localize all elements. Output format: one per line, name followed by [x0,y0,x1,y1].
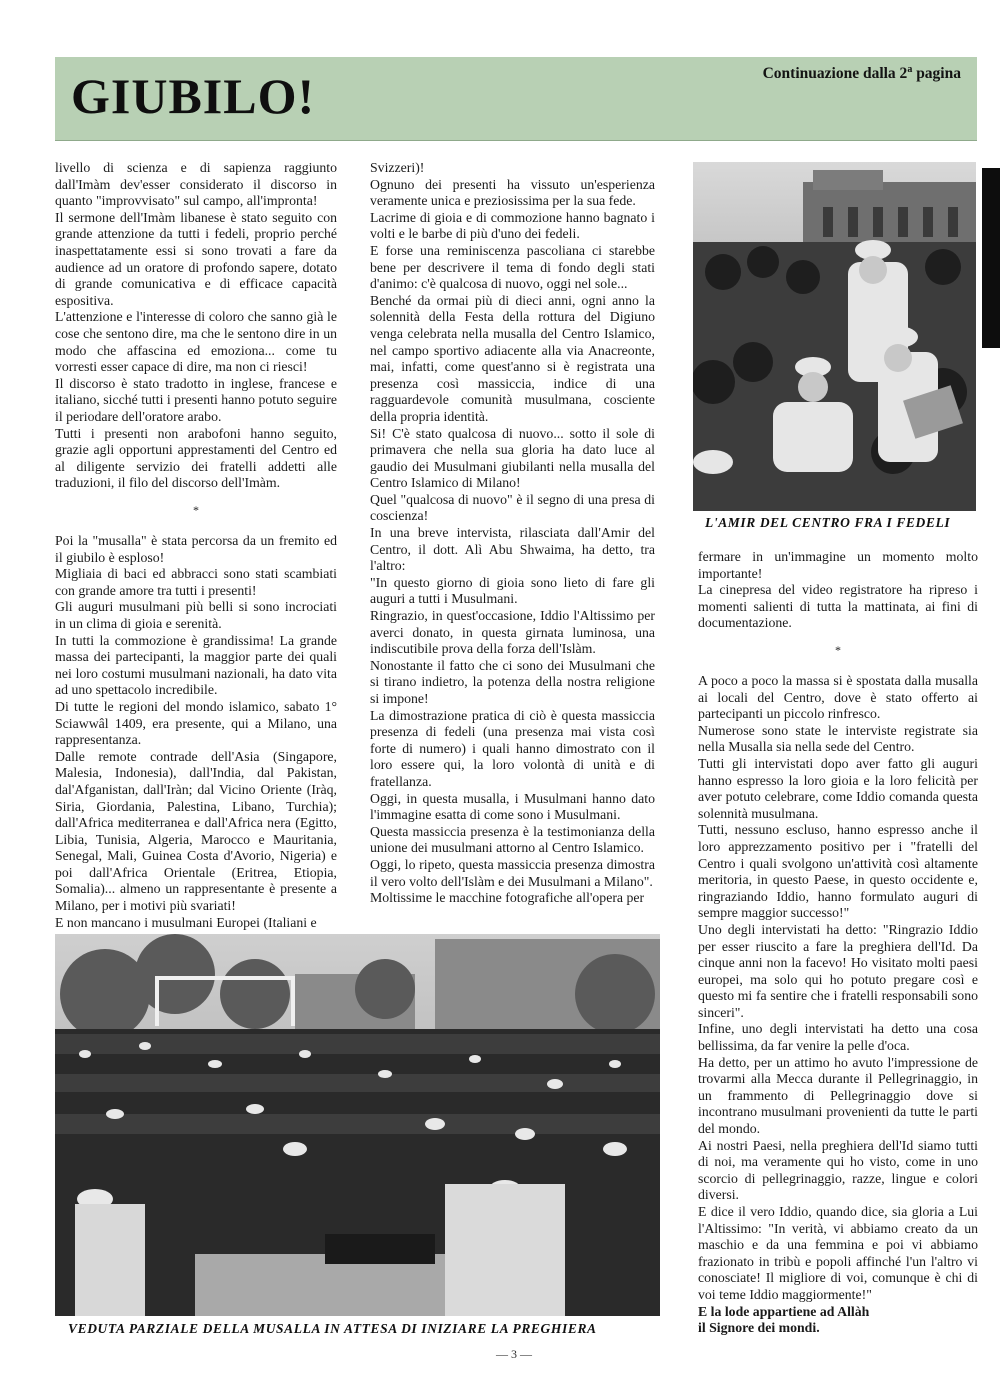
paragraph: Infine, uno degli intervistati ha detto una cosa bellissima, da far venire la pelle d'oca. [698,1021,978,1054]
paragraph: E dice il vero Iddio, quando dice, sia gloria a Lui l'Altissimo: "In verità, vi abbiamo creato da un maschio e da una femmina e poi vi abbiamo frazionato in tribù e popoli affinché l'un l'altro vi conosciate! Il migliore di voi, comunque è chi di voi teme Iddio maggiormente!" [698,1204,978,1302]
paragraph: Dalle remote contrade dell'Asia (Singapore, Malesia, Indonesia), dall'India, dal Pakistan, dal'Afganistan, dall'Iràn; dal Vicino Oriente (Iràq, Siria, Giordania, Palestina, Libano, Turchia); dall'Africa mediterranea e dall'Africa nera (Egitto, Libia, Tunisia, Algeria, Marocco e Mauritania, Senegal, Mali, Guinea Costa d'Avorio, Nigeria) e poi dall'Africa Orientale (Eritrea, Etiopia, Somalia)... almeno un rappresentante è presente a Milano, per i motivi più svariati! [55,748,337,914]
paragraph: Uno degli intervistati ha detto: "Ringrazio Iddio per esser riuscito a fare la preghiera dell'Id. Da cinque anni non la facevo! Ho visitato molti paesi europei, ma solo qui ho potuto pregare così e questo mi fa sentire che i fratelli responsabili sono sinceri". [698,921,978,1020]
paragraph: Moltissime le macchine fotografiche all'opera per [370,890,645,906]
paragraph: Tutti, nessuno escluso, hanno espresso anche il loro apprezzamento positivo per i "fratelli del Centro i quali svolgono un'attività così altamente meritoria, in questo Paese, in questo occidente e, ringraziando Iddio, hanno formulato auguri di sempre maggior successo!" [698,822,978,921]
column-3 [698,549,978,675]
page-edge-bar [982,168,1000,348]
paragraph: livello di scienza e di sapienza raggiunto dall'Imàm dev'esser considerato il discorso in quanto "improvvisato" sul campo, all'impronta! [55,160,337,209]
paragraph: Quel "qualcosa di nuovo" è il segno di una presa di coscienza! [370,491,655,524]
paragraph: Ognuno dei presenti ha vissuto un'esperienza veramente unica e preziosissima per la sua fede. [370,176,655,209]
paragraph: Questa massiccia presenza è la testimonianza della unione dei musulmani attorno al Centro Islamico. [370,823,655,856]
paragraph: E non mancano i musulmani Europei (Italiani e [55,914,317,930]
paragraph: L'attenzione e l'interesse di coloro che sanno già le cose che sentono dire, ma che le sentono dire in un modo che affascina ed emoziona... come tu vorresti esser capace di dire, ma non ci riesci! [55,309,337,375]
section-separator: * [193,502,199,517]
paragraph: Tutti gli intervistati dopo aver fatto gli auguri hanno espresso la loro gioia e la loro felicità per aver potuto celebrare, come Iddio comanda questa solennità musulmana. [698,755,978,821]
paragraph: Ha detto, per un attimo ho avuto l'impressione de trovarmi alla Mecca durante il Pellegrinaggio, in un frammento di Pellegrinaggio dove si incontrano musulmani provenienti da tutte le parti del mondo. [698,1054,978,1137]
column-3-continued [698,673,978,1337]
continuation-note: Continuazione dalla 2$^a$ pagina [762,64,961,83]
page-title: GIUBILO! [71,68,316,124]
paragraph: La cinepresa del video registratore ha ripreso i momenti salienti di tutta la mattinata, ai fini di documentazione. [698,582,978,631]
paragraph: In una breve intervista, rilasciata dall'Amir del Centro, il dott. Alì Abu Shwaima, ha detto, tra l'altro: [370,525,655,574]
column-2 [370,160,655,907]
paragraph: Poi la "musalla" è stata percorsa da un fremito ed il giubilo è esploso! [55,533,337,565]
paragraph: "In questo giorno di gioia sono lieto di fare gli auguri a tutti i Musulmani. [370,574,655,607]
paragraph: Nonostante il fatto che ci sono dei Musulmani che si tirano indietro, la potenza della nostra religione si impone! [370,657,655,706]
photo-amir-caption: L'AMIR DEL CENTRO FRA I FEDELI [705,515,951,530]
paragraph: La dimostrazione pratica di ciò è questa massiccia presenza di fedeli (una presenza mai vista così forte di numero) i quali hanno dimostrato con il loro essere qui, la loro volontà di unità e di fratellanza. [370,707,655,789]
paragraph: In tutti la commozione è grandissima! La grande massa dei partecipanti, la maggior parte dei quali nei loro costumi musulmani nazionali, ha dato vita ad uno spettacolo incredibile. [55,632,337,698]
paragraph: Di tutte le regioni del mondo islamico, sabato 1° Sciawwâl 1409, era presente, qui a Milano, una rappresentanza. [55,698,337,748]
header-banner [55,57,977,141]
paragraph: Migliaia di baci ed abbracci sono stati scambiati con grande amore tra tutti i presenti! [55,566,337,598]
paragraph: Svizzeri)! [370,160,425,175]
column-1-continued [55,533,337,931]
paragraph: Oggi, lo ripeto, questa massiccia presenza dimostra il vero volto dell'Islàm e dei Musulmani a Milano". [370,856,655,889]
page-number: — 3 — [496,1347,532,1361]
photo-amir-among-faithful [693,162,976,511]
section-separator: * [835,642,841,657]
photo-crowd-caption: VEDUTA PARZIALE DELLA MUSALLA IN ATTESA DI INIZIARE LA PREGHIERA [68,1321,597,1336]
paragraph: Si! C'è stato qualcosa di nuovo... sotto il sole di primavera che nella sua gloria ha dato luce al gaudio dei Musulmani giubilanti nella musalla del Centro Islamico di Milano! [370,425,655,491]
paragraph: Lacrime di gioia e di commozione hanno bagnato i volti e le barbe di più d'uno dei fedeli. [370,209,655,242]
paragraph: Numerose sono state le interviste registrate sia nella Musalla sia nella sede del Centro. [698,722,978,755]
paragraph: E forse una reminiscenza pascoliana ci starebbe bene per descrivere il tema di fondo degli stati d'animo: c'è qualcosa di nuovo, oggi nel sole... [370,242,655,292]
paragraph: fermare in un'immagine un momento molto importante! [698,549,978,581]
photo-musalla-crowd [55,934,660,1316]
paragraph: Il discorso è stato tradotto in inglese, francese e italiano, sicché tutti i presenti hanno potuto seguire il periodare dell'oratore arabo. [55,375,338,424]
closing-line: il Signore dei mondi. [698,1320,820,1336]
paragraph: Benché da ormai più di dieci anni, ogni anno la solennità della Festa della rottura del Digiuno venga celebrata nella musalla del Centro Islamico, nel campo sportivo adiacente alla via Anacreonte, mai, infatti, come quest'anno si è registrata una presenza così massiccia, indice di una ragguardevole comunità musulmana, cosciente della propria identità. [370,292,655,424]
column-1 [55,160,337,534]
paragraph: Il sermone dell'Imàm libanese è stato seguito con grande attenzione da tutti i fedeli, proprio perché inaspettatamente essi si sono trovati a fare da audience ad un oratore di profondo sapere, dotato di grande comunicativa e di efficace capacità espositiva. [55,209,337,308]
paragraph: Oggi, in questa musalla, i Musulmani hanno dato l'immagine esatta di come sono i Musulmani. [370,790,655,823]
paragraph: Ai nostri Paesi, nella preghiera dell'Id siamo tutti di noi, ma veramente qui ho visto, come in uno scorcio di pellegrinaggio, razze, lingue e colori diversi. [698,1137,978,1203]
paragraph: Tutti i presenti non arabofoni hanno seguito, grazie agli opportuni apprestamenti del Centro ed al diligente servizio dei fratelli addetti alle traduzioni, il filo del discorso dell'Imàm. [55,425,337,491]
paragraph: Gli auguri musulmani più belli si sono incrociati in un clima di gioia e serenità. [55,599,337,631]
paragraph: Ringrazio, in quest'occasione, Iddio l'Altissimo per averci donato, in questa girnata luminosa, una indiscutibile prova della forza dell'Islàm. [370,608,655,657]
closing-line: E la lode appartiene ad Allàh [698,1303,870,1319]
paragraph: A poco a poco la massa si è spostata dalla musalla ai locali del Centro, dove è stato offerto ai partecipanti un piccolo rinfresco. [698,673,978,722]
